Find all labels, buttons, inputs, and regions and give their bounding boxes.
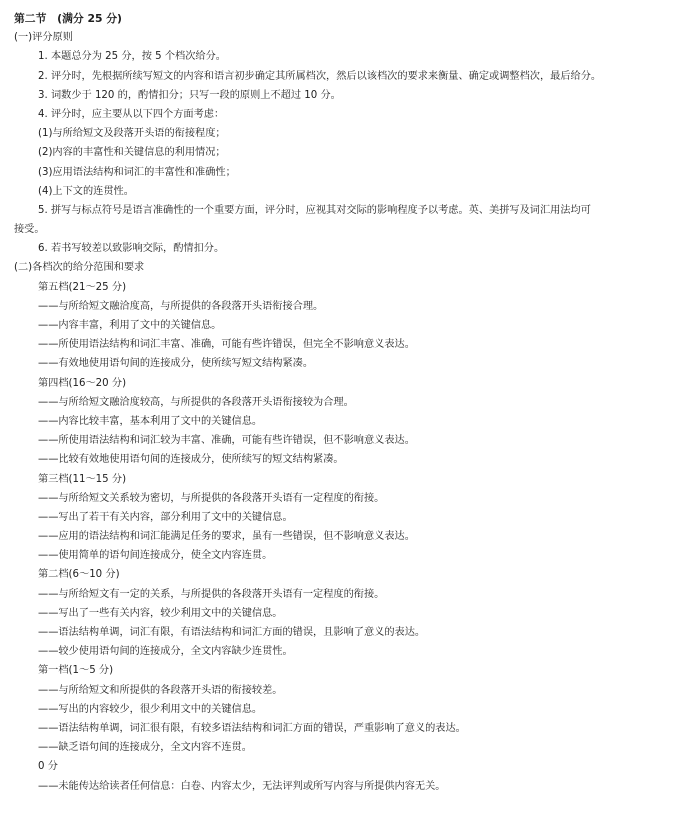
level-criterion: ——写出了若干有关内容，部分利用了文中的关键信息。 xyxy=(38,511,293,523)
level-block xyxy=(14,374,684,470)
level-criterion: ——语法结构单调，词汇有限，有语法结构和词汇方面的错误，且影响了意义的表达。 xyxy=(38,627,426,638)
level-block xyxy=(14,661,684,757)
level-criterion: ——缺乏语句间的连接成分，全文内容不连贯。 xyxy=(38,742,252,754)
principle-sub-item: (3)应用语法结构和词汇的丰富性和准确性； xyxy=(38,166,236,178)
levels-heading: (二)各档次的给分范围和要求 xyxy=(14,262,145,274)
level-criterion: ——未能传达给读者任何信息：白卷、内容太少，无法评判或所写内容与所提供内容无关。 xyxy=(38,780,446,792)
principle-item: 3. 词数少于 120 的，酌情扣分；只写一段的原则上不超过 10 分。 xyxy=(38,89,341,101)
level-criterion: ——与所给短文和所提供的各段落开头语的衔接较差。 xyxy=(38,684,283,696)
level-name: 第二档(6～10 分) xyxy=(38,569,120,581)
principle-item: 1. 本题总分为 25 分，按 5 个档次给分。 xyxy=(38,51,226,63)
level-criterion: ——应用的语法结构和词汇能满足任务的要求，虽有一些错误，但不影响意义表达。 xyxy=(38,531,415,543)
level-criterion: ——所使用语法结构和词汇较为丰富、准确，可能有些许错误，但不影响意义表达。 xyxy=(38,435,415,447)
principle-sub-item: (1)与所给短文及段落开头语的衔接程度； xyxy=(38,128,226,140)
level-criterion: ——较少使用语句间的连接成分，全文内容缺少连贯性。 xyxy=(38,646,293,658)
level-name: 0 分 xyxy=(38,761,58,773)
section-title: 第二节 (满分 25 分) xyxy=(14,12,122,25)
principle-item: 4. 评分时，应主要从以下四个方面考虑： xyxy=(38,108,225,120)
level-criterion: ——与所给短文融洽度高，与所提供的各段落开头语衔接合理。 xyxy=(38,300,324,312)
level-block xyxy=(14,757,684,795)
principle-item-5: 5. 拼写与标点符号是语言准确性的一个重要方面，评分时，应视其对交际的影响程度予以考虑。英、美拼写及词汇用法均可 xyxy=(38,204,591,216)
level-block xyxy=(14,565,684,661)
level-name: 第一档(1～5 分) xyxy=(38,665,114,677)
scoring-document xyxy=(14,9,684,796)
level-criterion: ——内容丰富，利用了文中的关键信息。 xyxy=(38,320,222,331)
level-criterion: ——所使用语法结构和词汇丰富、准确，可能有些许错误，但完全不影响意义表达。 xyxy=(38,339,415,351)
principle-item-6: 6. 若书写较差以致影响交际，酌情扣分。 xyxy=(38,243,225,255)
level-criterion: ——语法结构单调，词汇很有限，有较多语法结构和词汇方面的错误，严重影响了意义的表达。 xyxy=(38,722,466,734)
level-criterion: ——与所给短文有一定的关系，与所提供的各段落开头语有一定程度的衔接。 xyxy=(38,588,385,600)
level-criterion: ——内容比较丰富，基本利用了文中的关键信息。 xyxy=(38,415,263,427)
level-criterion: ——写出的内容较少，很少利用文中的关键信息。 xyxy=(38,703,263,715)
level-name: 第三档(11～15 分) xyxy=(38,473,127,485)
principle-sub-item: (2)内容的丰富性和关键信息的利用情况； xyxy=(38,147,226,159)
level-criterion: ——有效地使用语句间的连接成分，使所续写短文结构紧凑。 xyxy=(38,358,314,370)
level-criterion: ——与所给短文关系较为密切，与所提供的各段落开头语有一定程度的衔接。 xyxy=(38,492,385,504)
level-criterion: ——使用简单的语句间连接成分，使全文内容连贯。 xyxy=(38,550,273,562)
level-criterion: ——与所给短文融洽度较高，与所提供的各段落开头语衔接较为合理。 xyxy=(38,396,354,408)
level-block xyxy=(14,470,684,566)
level-block xyxy=(14,278,684,374)
principle-item-5-continued: 接受。 xyxy=(14,224,45,236)
level-criterion: ——写出了一些有关内容，较少利用文中的关键信息。 xyxy=(38,607,283,619)
principle-item: 2. 评分时，先根据所续写短文的内容和语言初步确定其所属档次，然后以该档次的要求来衡量、确定或调整档次，最后给分。 xyxy=(38,70,602,82)
level-criterion: ——比较有效地使用语句间的连接成分，使所续写的短文结构紧凑。 xyxy=(38,454,344,466)
principles-heading: (一)评分原则 xyxy=(14,32,73,44)
level-name: 第五档(21～25 分) xyxy=(38,281,127,293)
principle-sub-item: (4)上下文的连贯性。 xyxy=(38,185,134,197)
level-name: 第四档(16～20 分) xyxy=(38,377,127,389)
